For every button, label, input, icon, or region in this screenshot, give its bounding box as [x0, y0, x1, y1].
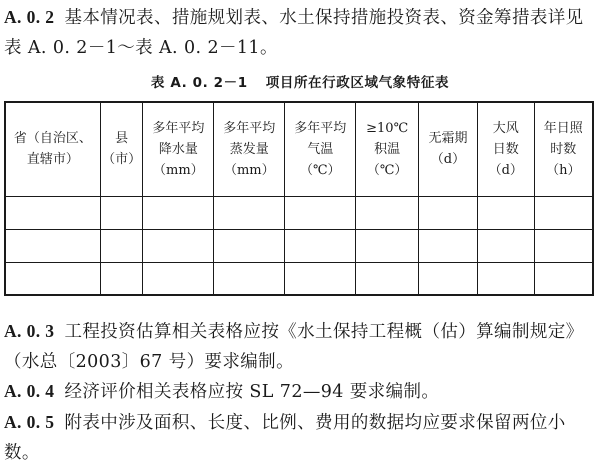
table-cell [143, 229, 214, 262]
table-number: 表 A. 0. 2－1 [150, 75, 248, 91]
clause-a-0-2 [4, 2, 594, 63]
table-cell [5, 196, 100, 229]
col-header-province [5, 102, 100, 196]
clause-number: A. 0. 3 [4, 321, 55, 341]
clause-text: 工程投资估算相关表格应按《水土保持工程概（估）算编制规定》（水总〔2003〕67 号）要求编制。 [4, 322, 584, 372]
header-line: （d） [488, 162, 523, 178]
header-line: 日数 [492, 141, 519, 157]
table-cell [100, 229, 143, 262]
header-line: （d） [430, 152, 466, 168]
header-line: 无霜期 [428, 131, 468, 147]
table-cell [534, 262, 593, 295]
header-line: 年日照 [543, 120, 583, 136]
col-header-evaporation [214, 102, 285, 196]
clause-number: A. 0. 2 [4, 7, 55, 27]
table-caption [0, 71, 600, 91]
table-cell [419, 196, 478, 229]
header-line: 蒸发量 [229, 141, 269, 157]
table-cell [5, 229, 100, 262]
clause-number: A. 0. 5 [4, 412, 55, 432]
clause-a-0-5 [4, 407, 594, 468]
col-header-temperature [285, 102, 356, 196]
table-cell [214, 229, 285, 262]
header-line: 县 [115, 131, 129, 147]
table-cell [477, 229, 534, 262]
col-header-county [100, 102, 143, 196]
clause-text: 基本情况表、措施规划表、水土保持措施投资表、资金筹措表详见表 A. 0. 2－1～表 A. 0. 2－11。 [4, 8, 584, 58]
clause-text: 经济评价相关表格应按 SL 72—94 要求编制。 [64, 382, 440, 402]
header-line: 积温 [374, 141, 401, 157]
table-cell [534, 229, 593, 262]
clause-a-0-4 [4, 376, 594, 407]
clause-a-0-3 [4, 316, 594, 377]
header-line: （mm） [153, 162, 204, 178]
table-cell [5, 262, 100, 295]
header-line: 多年平均 [294, 120, 347, 136]
table-cell [100, 262, 143, 295]
header-line: 气温 [307, 141, 334, 157]
table-cell [356, 229, 419, 262]
table-cell [285, 229, 356, 262]
table-cell [477, 262, 534, 295]
col-header-sunshine-hours [534, 102, 593, 196]
table-cell [356, 262, 419, 295]
header-line: 多年平均 [152, 120, 205, 136]
header-line: 降水量 [158, 141, 198, 157]
header-line: 时数 [550, 141, 577, 157]
table-cell [143, 196, 214, 229]
col-header-precipitation [143, 102, 214, 196]
header-line: （h） [546, 162, 581, 178]
header-line: 省（自治区、 [13, 131, 92, 147]
table-cell [477, 196, 534, 229]
table-cell [143, 262, 214, 295]
clause-text: 附表中涉及面积、长度、比例、费用的数据均应要求保留两位小数。 [4, 413, 566, 463]
table-row [5, 262, 593, 295]
col-header-accumulated-temperature [356, 102, 419, 196]
table-cell [285, 262, 356, 295]
header-line: 多年平均 [223, 120, 276, 136]
header-line: （℃） [299, 162, 341, 178]
header-line: ≥10℃ [366, 120, 409, 136]
table-cell [356, 196, 419, 229]
table-cell [534, 196, 593, 229]
table-cell [100, 196, 143, 229]
col-header-gale-days [477, 102, 534, 196]
table-title: 项目所在行政区域气象特征表 [265, 75, 450, 91]
table-row [5, 229, 593, 262]
table-header-row [5, 102, 593, 196]
clause-number: A. 0. 4 [4, 381, 55, 401]
table-cell [214, 262, 285, 295]
header-line: （市） [102, 152, 142, 168]
table-cell [419, 229, 478, 262]
table-cell [419, 262, 478, 295]
table-cell [285, 196, 356, 229]
table-cell [214, 196, 285, 229]
header-line: 直辖市） [26, 152, 79, 168]
col-header-frost-free-period [419, 102, 478, 196]
header-line: 大风 [492, 120, 519, 136]
header-line: （mm） [223, 162, 275, 178]
table-row [5, 196, 593, 229]
header-line: （℃） [366, 162, 408, 178]
climate-feature-table [4, 101, 594, 296]
